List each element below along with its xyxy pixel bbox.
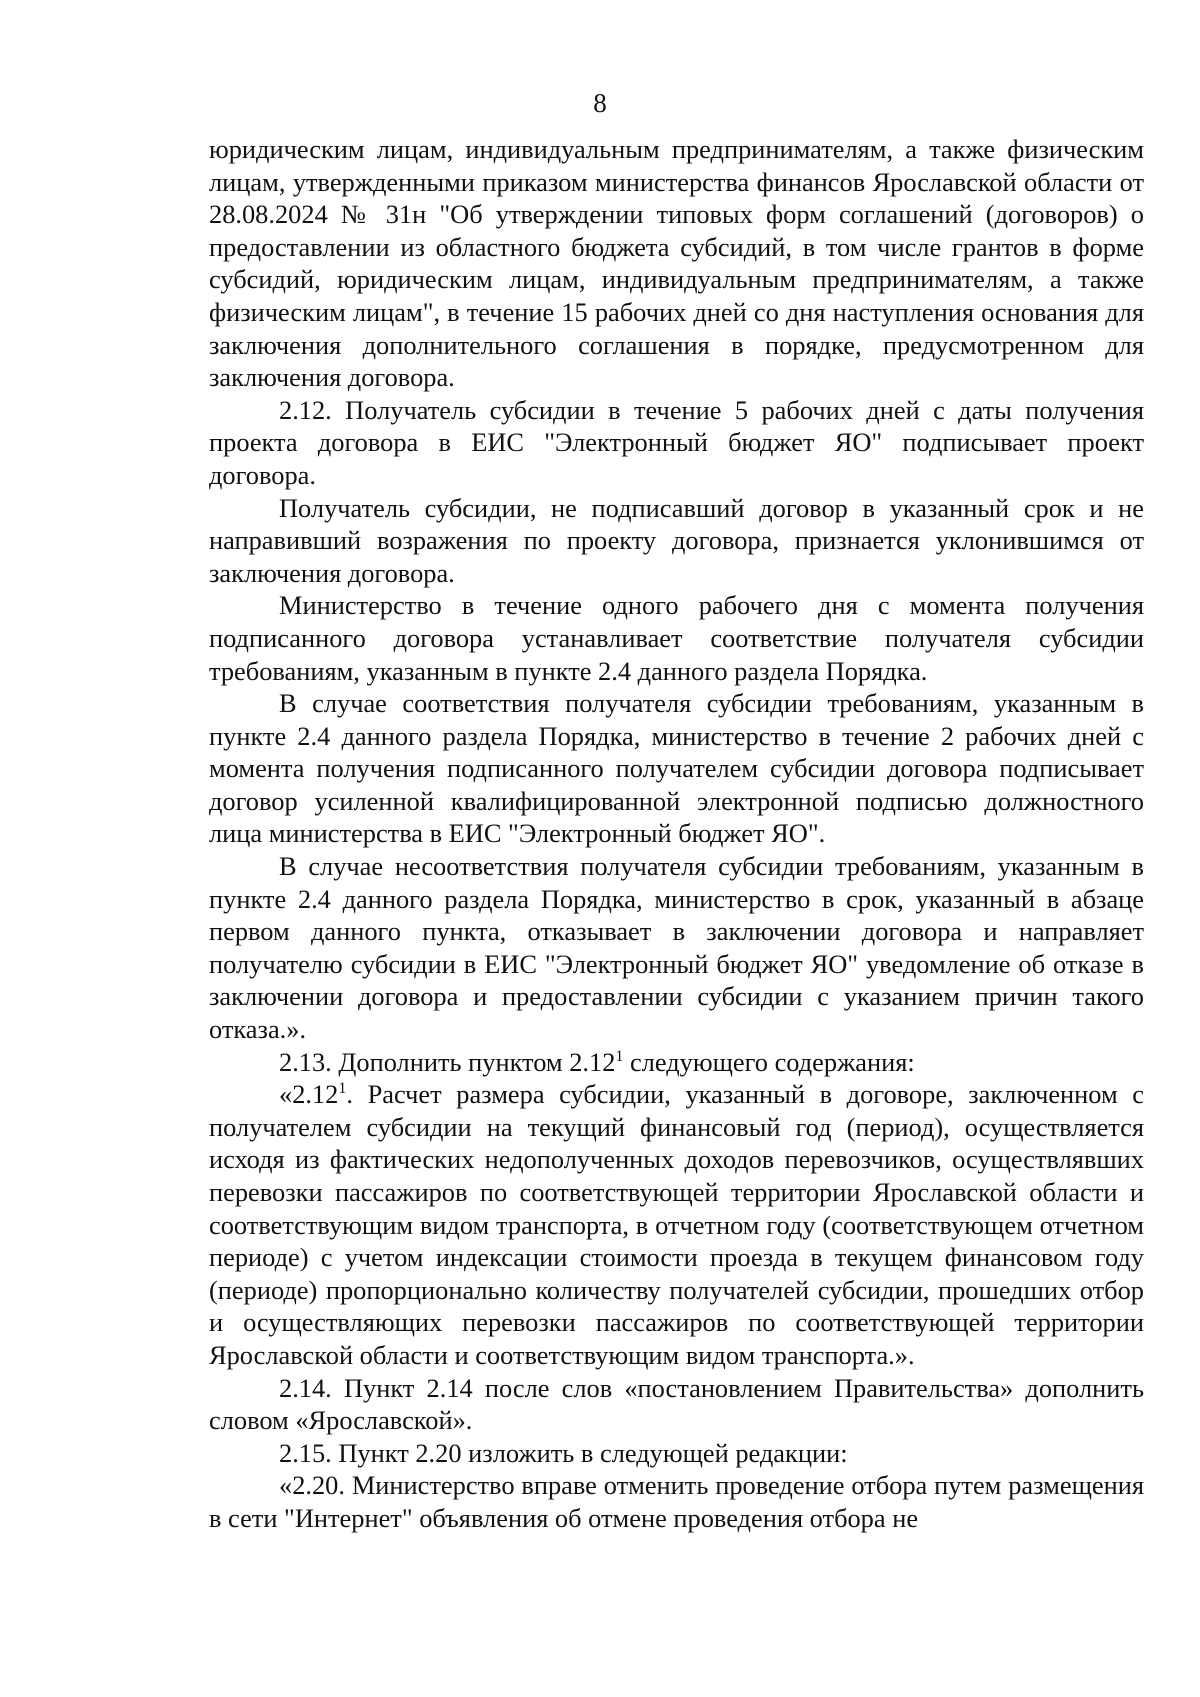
paragraph-2-20: «2.20. Министерство вправе отменить проведение отбора путем размещения в сети "Интернет" объявления об отмене проведения отбора не <box>209 1470 1144 1533</box>
paragraph-2-15: 2.15. Пункт 2.20 изложить в следующей редакции: <box>279 1437 848 1468</box>
paragraph-compliance-check: Министерство в течение одного рабочего дня с момента получения подписанного договора устанавливает соответствие получателя субсидии требованиям, указанным в пункте 2.4 данного раздела Порядка. <box>209 590 1144 686</box>
paragraph-2-13-text-before: 2.13. Дополнить пунктом 2.12 <box>279 1046 616 1077</box>
paragraph-compliance-signing: В случае соответствия получателя субсидии требованиям, указанным в пункте 2.4 данного раздела Порядка, министерство в течение 2 рабочих дней с момента получения подписанного получателем субсидии договора подписывает договор усиленной квалифицированной электронной подписью должностного лица министерства в ЕИС "Электронный бюджет ЯО". <box>209 688 1144 849</box>
superscript-one: 1 <box>615 1047 624 1065</box>
paragraph-2-12-1-text-after: . Расчет размера субсидии, указанный в договоре, заключенном с получателем субсидии на текущий финансовый год (период), осуществляется исходя из фактических недополученных доходов перевозчиков, осуществлявших перевозки пассажиров по соответствующей территории Ярославской области и соответствующим видом транспорта, в отчетном году (соответствующем отчетном периоде) с учетом индексации стоимости проезда в текущем финансовом году (периоде) пропорционально количеству получателей субсидии, прошедших отбор и осуществляющих перевозки пассажиров по соответствующей территории Ярославской области и соответствующим видом транспорта.». <box>209 1079 1144 1370</box>
page-number: 8 <box>593 88 607 118</box>
paragraph-2-14: 2.14. Пункт 2.14 после слов «постановлением Правительства» дополнить словом «Ярославской». <box>209 1372 1144 1436</box>
paragraph-2-12: 2.12. Получатель субсидии в течение 5 рабочих дней с даты получения проекта договора в ЕИС "Электронный бюджет ЯО" подписывает проект договора. <box>209 394 1144 490</box>
paragraph-2-13 <box>209 1046 1144 1079</box>
paragraph-noncompliance: В случае несоответствия получателя субсидии требованиям, указанным в пункте 2.4 данного раздела Порядка, министерство в срок, указанный в абзаце первом данного пункта, отказывает в заключении договора и направляет получателю субсидии в ЕИС "Электронный бюджет ЯО" уведомление об отказе в заключении договора и предоставлении субсидии с указанием причин такого отказа.». <box>209 851 1144 1045</box>
paragraph-2-12-1-text-before: «2.12 <box>279 1079 339 1110</box>
paragraph-2-12-1 <box>209 1078 1144 1371</box>
paragraph-2-13-text-after: следующего содержания: <box>623 1046 915 1077</box>
paragraph-continuation: юридическим лицам, индивидуальным предпринимателям, а также физическим лицам, утвержденными приказом министерства финансов Ярославской области от 28.08.2024 № 31н "Об утверждении типовых форм соглашений (договоров) о предоставлении из областного бюджета субсидий, в том числе грантов в форме субсидий, юридическим лицам, индивидуальным предпринимателям, а также физическим лицам", в течение 15 рабочих дней со дня наступления основания для заключения дополнительного соглашения в порядке, предусмотренном для заключения договора. <box>209 134 1144 393</box>
paragraph-evasion: Получатель субсидии, не подписавший договор в указанный срок и не направивший возражения по проекту договора, признается уклонившимся от заключения договора. <box>209 492 1144 588</box>
document-body <box>209 133 1144 1535</box>
superscript-one: 1 <box>338 1080 347 1098</box>
